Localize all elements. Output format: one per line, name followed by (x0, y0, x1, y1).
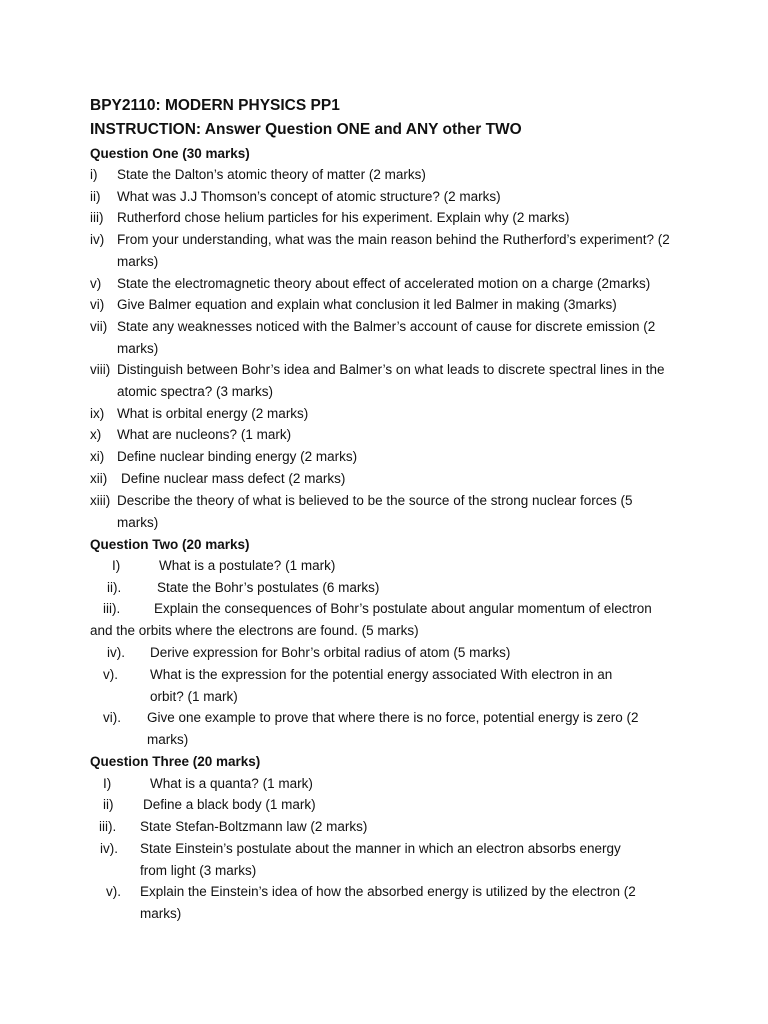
item-text: What is the expression for the potential energy associated With electron in an orbit? (1 mark) (150, 667, 613, 704)
item-text: State the Dalton’s atomic theory of matter (2 marks) (117, 167, 426, 182)
item-number: vi) (90, 297, 105, 312)
item-number: ii) (90, 189, 101, 204)
item-text: Describe the theory of what is believed to be the source of the strong nuclear forces (5 marks) (117, 493, 633, 530)
item-text: What was J.J Thomson’s concept of atomic structure? (2 marks) (117, 189, 501, 204)
item-number: iv). (100, 841, 118, 856)
item-text: Define nuclear binding energy (2 marks) (117, 449, 358, 464)
item-text: Distinguish between Bohr’s idea and Balmer’s on what leads to discrete spectral lines in the atomic spectra? (3 marks) (117, 362, 665, 399)
item-number: viii) (90, 362, 111, 377)
item-number: x) (90, 427, 102, 442)
item-text: Give one example to prove that where there is no force, potential energy is zero (2 marks) (147, 710, 639, 747)
item-number: iii). (103, 601, 121, 616)
item-number: vii) (90, 319, 108, 334)
item-text: What are nucleons? (1 mark) (117, 427, 292, 442)
item-text: State Einstein’s postulate about the manner in which an electron absorbs energy from light (3 marks) (140, 841, 621, 878)
instruction-line: INSTRUCTION: Answer Question ONE and ANY other TWO (90, 121, 522, 138)
item-number: v) (90, 276, 102, 291)
item-number: iii) (90, 210, 104, 225)
item-text: Define a black body (1 mark) (143, 797, 316, 812)
item-text: From your understanding, what was the main reason behind the Rutherford’s experiment? (2 marks) (117, 232, 670, 269)
item-text: What is orbital energy (2 marks) (117, 406, 309, 421)
item-text: Derive expression for Bohr’s orbital radius of atom (5 marks) (150, 645, 511, 660)
paper-title: BPY2110: MODERN PHYSICS PP1 (90, 97, 340, 114)
item-number: ii). (107, 580, 122, 595)
item-text: State the electromagnetic theory about effect of accelerated motion on a charge (2marks) (117, 276, 651, 291)
item-text: Explain the consequences of Bohr’s postulate about angular momentum of electron (154, 601, 652, 616)
item-number: vi). (103, 710, 121, 725)
item-text: State Stefan-Boltzmann law (2 marks) (140, 819, 368, 834)
item-number: i) (90, 167, 98, 182)
item-number: v). (103, 667, 118, 682)
item-number: xii) (90, 471, 108, 486)
item-text: Explain the Einstein’s idea of how the absorbed energy is utilized by the electron (2 marks) (140, 884, 636, 921)
item-text: Define nuclear mass defect (2 marks) (121, 471, 346, 486)
item-text: Rutherford chose helium particles for his experiment. Explain why (2 marks) (117, 210, 570, 225)
item-text: What is a quanta? (1 mark) (150, 776, 313, 791)
item-number: v). (106, 884, 121, 899)
item-number: ii) (103, 797, 114, 812)
item-number: iii). (99, 819, 117, 834)
item-text-continuation: and the orbits where the electrons are found. (5 marks) (90, 623, 419, 638)
item-number: ix) (90, 406, 105, 421)
item-number: I) (112, 558, 121, 573)
item-text: State the Bohr’s postulates (6 marks) (157, 580, 380, 595)
item-text: Give Balmer equation and explain what conclusion it led Balmer in making (3marks) (117, 297, 617, 312)
question-two-heading: Question Two (20 marks) (90, 537, 250, 552)
question-three-heading: Question Three (20 marks) (90, 754, 261, 769)
item-number: I) (103, 776, 112, 791)
item-number: xiii) (90, 493, 111, 508)
item-number: xi) (90, 449, 105, 464)
question-one-heading: Question One (30 marks) (90, 146, 250, 161)
item-number: iv). (107, 645, 125, 660)
item-number: iv) (90, 232, 105, 247)
item-text: State any weaknesses noticed with the Balmer’s account of cause for discrete emission (2 marks) (117, 319, 656, 356)
item-text: What is a postulate? (1 mark) (159, 558, 336, 573)
